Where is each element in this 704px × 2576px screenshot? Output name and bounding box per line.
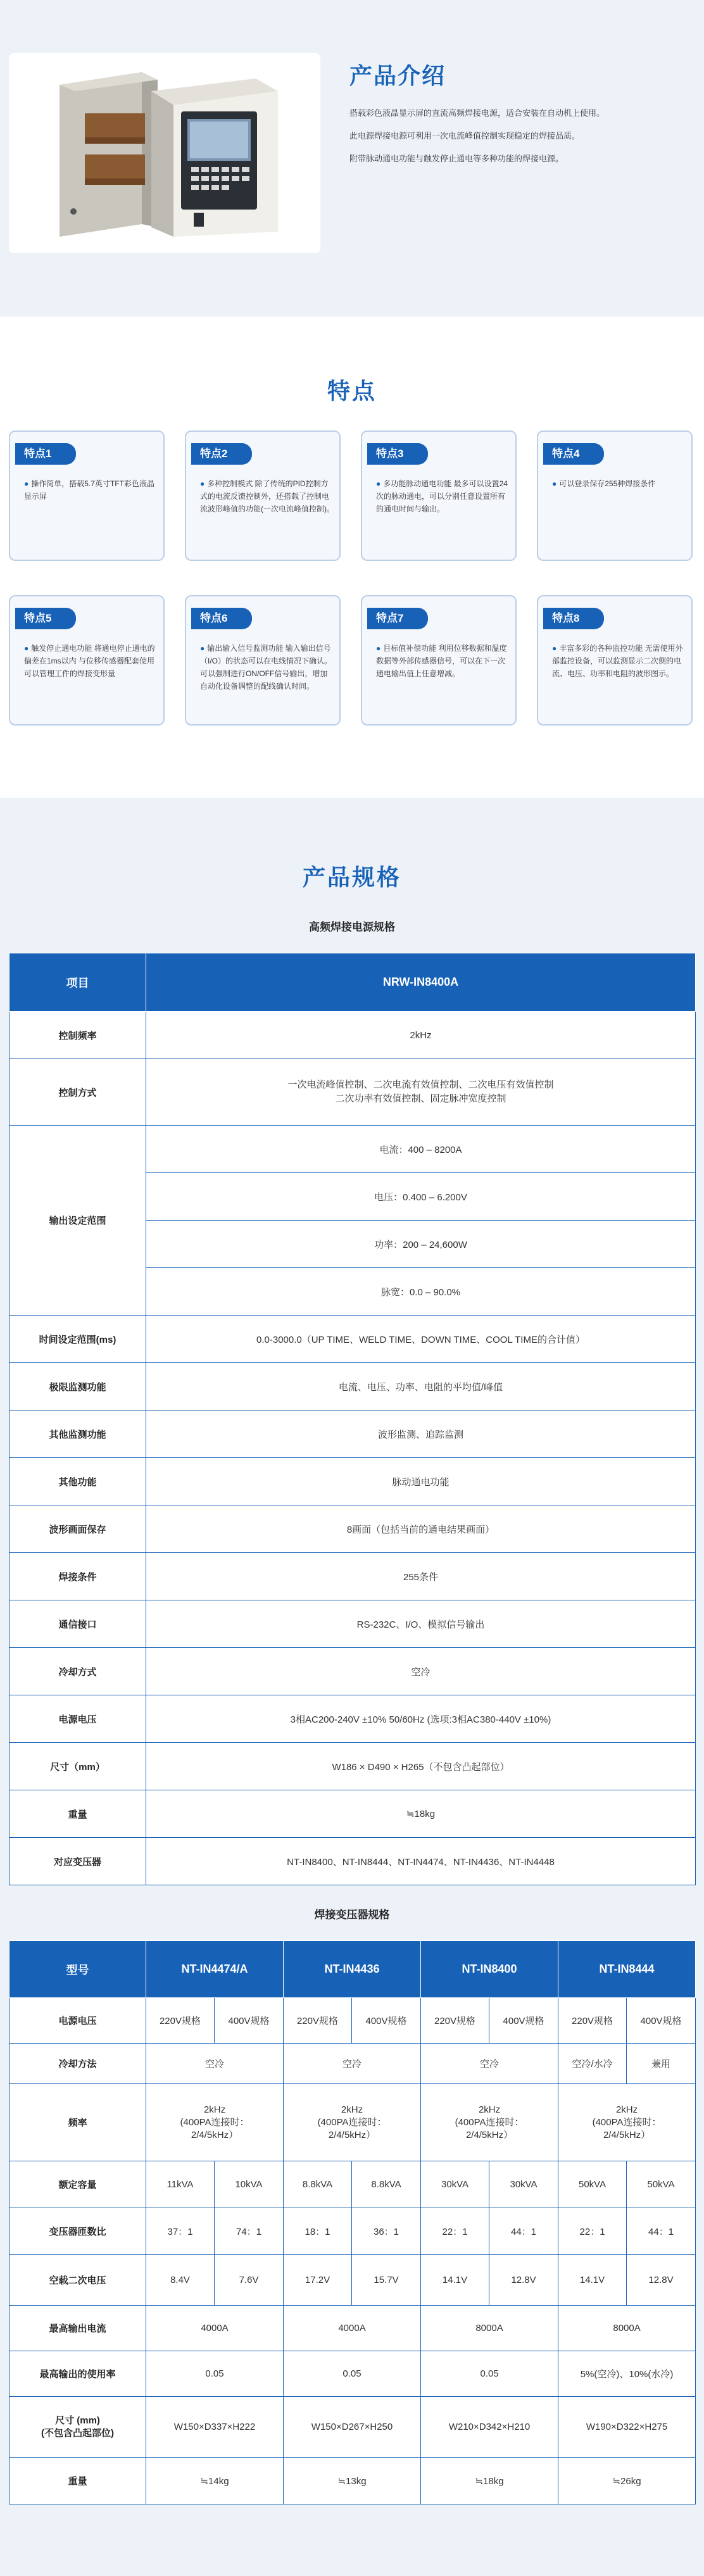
cell: 8.4V xyxy=(146,2255,215,2306)
cell: 8000A xyxy=(421,2306,558,2351)
cell: 22：1 xyxy=(421,2208,489,2255)
feature-card xyxy=(9,430,165,561)
feature-desc: ● 多种控制模式 除了传统的PID控制方式的电流反馈控制外，还搭载了控制电流波形峰值的功能(一次电流峰值控制)。 xyxy=(200,479,334,513)
cell: 10kVA xyxy=(215,2161,284,2208)
cell: 18：1 xyxy=(284,2208,352,2255)
features-title: 特点 xyxy=(327,378,377,404)
table-row xyxy=(9,1505,696,1553)
bullet-icon: ● xyxy=(200,644,205,653)
row-label: 电源电压 xyxy=(9,1998,146,2044)
row-label: 冷却方法 xyxy=(9,2044,146,2084)
intro-line: 此电源焊接电源可利用一次电流峰值控制实现稳定的焊接品质。 xyxy=(349,131,581,141)
intro-line: 搭载彩色液晶显示屏的直流高频焊接电源，适合安装在自动机上使用。 xyxy=(349,108,605,118)
cell: W190×D322×H275 xyxy=(558,2397,696,2458)
row-label: 其他监测功能 xyxy=(9,1411,146,1458)
cell: 8.8kVA xyxy=(284,2161,352,2208)
row-value: 波形监测、追踪监测 xyxy=(146,1411,696,1458)
cell: 220V规格 xyxy=(421,1998,489,2044)
row-label: 输出设定范围 xyxy=(9,1126,146,1316)
row-value: 电流：400 – 8200A xyxy=(146,1126,696,1173)
row-label: 电源电压 xyxy=(9,1695,146,1743)
row-value: 空冷 xyxy=(146,1648,696,1695)
cell: 8.8kVA xyxy=(352,2161,421,2208)
table-header-row xyxy=(9,953,696,1012)
header-cell: NT-IN8400 xyxy=(421,1941,558,1998)
cell: ≒14kg xyxy=(146,2458,284,2504)
cell: 220V规格 xyxy=(284,1998,352,2044)
bullet-icon: ● xyxy=(24,644,29,653)
cell: ≒18kg xyxy=(421,2458,558,2504)
bullet-icon: ● xyxy=(376,644,381,653)
transformer-table-title: 焊接变压器规格 xyxy=(314,1909,390,1921)
table-row xyxy=(9,1059,696,1126)
cell: 空冷/水冷 xyxy=(558,2044,627,2084)
bullet-icon: ● xyxy=(24,479,29,488)
feature-desc: ● 触发停止通电功能 将通电停止通电的偏差在1ms以内 与位移传感器配套使用可以管理工件的焊接变形量 xyxy=(24,644,155,678)
cell: 220V规格 xyxy=(146,1998,215,2044)
table-row xyxy=(9,2351,696,2397)
cell: W150×D337×H222 xyxy=(146,2397,284,2458)
cell: 4000A xyxy=(284,2306,421,2351)
intro-line: 附带脉动通电功能与触发停止通电等多种功能的焊接电源。 xyxy=(349,154,564,163)
feature-card xyxy=(185,595,341,726)
table-row xyxy=(9,1838,696,1885)
row-value: NT-IN8400、NT-IN8444、NT-IN4474、NT-IN4436、NT-IN4448 xyxy=(146,1838,696,1885)
row-label: 控制方式 xyxy=(9,1059,146,1126)
cell: 37：1 xyxy=(146,2208,215,2255)
cell: 4000A xyxy=(146,2306,284,2351)
cell: 400V规格 xyxy=(627,1998,696,2044)
feature-desc: ● 目标值补偿功能 利用位移数据和温度数据等外部传感器信号，可以在下一次通电输出值上任意增减。 xyxy=(376,644,507,678)
row-value: 2kHz xyxy=(146,1012,696,1059)
feature-tab: 特点1 xyxy=(15,443,76,465)
table-row xyxy=(9,2397,696,2458)
table-row xyxy=(9,1363,696,1411)
specs-title: 产品规格 xyxy=(302,864,401,890)
row-value: W186 × D490 × H265（不包含凸起部位） xyxy=(146,1743,696,1790)
header-cell: 项目 xyxy=(9,953,146,1012)
row-label: 最高输出的使用率 xyxy=(9,2351,146,2397)
cell: 30kVA xyxy=(489,2161,558,2208)
cell: 0.05 xyxy=(146,2351,284,2397)
feature-tab: 特点3 xyxy=(367,443,428,465)
row-label: 变压器匝数比 xyxy=(9,2208,146,2255)
features-section xyxy=(0,317,704,798)
row-label: 时间设定范围(ms) xyxy=(9,1316,146,1363)
row-value: RS-232C、I/O、模拟信号输出 xyxy=(146,1600,696,1648)
cell: W210×D342×H210 xyxy=(421,2397,558,2458)
table-row xyxy=(9,1458,696,1505)
feature-card xyxy=(9,595,165,726)
cell: 400V规格 xyxy=(215,1998,284,2044)
cell: 30kVA xyxy=(421,2161,489,2208)
row-value: 8画面（包括当前的通电结果画面） xyxy=(146,1505,696,1553)
table-row xyxy=(9,1316,696,1363)
row-label: 控制频率 xyxy=(9,1012,146,1059)
feature-card xyxy=(361,595,517,726)
cell: W150×D267×H250 xyxy=(284,2397,421,2458)
table-row xyxy=(9,2306,696,2351)
table-row xyxy=(9,1695,696,1743)
cell: 400V规格 xyxy=(489,1998,558,2044)
row-label: 最高输出电流 xyxy=(9,2306,146,2351)
header-cell: NRW-IN8400A xyxy=(146,953,696,1012)
cell: 7.6V xyxy=(215,2255,284,2306)
cell: 空冷 xyxy=(284,2044,421,2084)
table-row xyxy=(9,2044,696,2084)
table-row xyxy=(9,2084,696,2161)
power-spec-table xyxy=(9,953,696,1885)
table-header-row xyxy=(9,1941,696,1998)
specs-section xyxy=(0,798,704,2576)
cell: 74：1 xyxy=(215,2208,284,2255)
table-row xyxy=(9,1411,696,1458)
cell: 0.05 xyxy=(421,2351,558,2397)
feature-desc: ● 输出输入信号监测功能 输入输出信号（I/O）的状态可以在电线情况下确认。可以强制进行ON/OFF信号输出，增加自动化设备调整的配线确认时间。 xyxy=(200,644,332,691)
row-value: 一次电流峰值控制、二次电流有效值控制、二次电压有效值控制 二次功率有效值控制、固定脉冲宽度控制 xyxy=(146,1059,696,1126)
row-label: 极限监测功能 xyxy=(9,1363,146,1411)
bullet-icon: ● xyxy=(552,644,557,653)
row-label: 频率 xyxy=(9,2084,146,2161)
cell: 17.2V xyxy=(284,2255,352,2306)
row-label: 尺寸 (mm) (不包含凸起部位) xyxy=(9,2397,146,2458)
feature-desc: ● 多功能脉动通电功能 最多可以设置24次的脉动通电，可以分别任意设置所有的通电时间与输出。 xyxy=(376,479,508,513)
cell: 44：1 xyxy=(627,2208,696,2255)
cell: 12.8V xyxy=(489,2255,558,2306)
row-label: 重量 xyxy=(9,2458,146,2504)
product-image-card xyxy=(9,53,320,253)
table-row xyxy=(9,2208,696,2255)
feature-card xyxy=(361,430,517,561)
feature-card xyxy=(185,430,341,561)
row-value: 功率：200 – 24,600W xyxy=(146,1221,696,1268)
table-row xyxy=(9,1126,696,1173)
row-value: ≒18kg xyxy=(146,1790,696,1838)
feature-tab: 特点6 xyxy=(191,608,252,629)
cell: 空冷 xyxy=(146,2044,284,2084)
cell: 2kHz (400PA连接时： 2/4/5kHz） xyxy=(146,2084,284,2161)
feature-desc: ● 操作简单，搭载5.7英寸TFT彩色液晶显示屏 xyxy=(24,479,154,501)
row-label: 额定容量 xyxy=(9,2161,146,2208)
cell: ≒26kg xyxy=(558,2458,696,2504)
welding-power-supply-image xyxy=(47,66,294,243)
row-value: 脉动通电功能 xyxy=(146,1458,696,1505)
cell: 2kHz (400PA连接时： 2/4/5kHz） xyxy=(421,2084,558,2161)
intro-text xyxy=(349,58,691,164)
row-value: 3相AC200-240V ±10% 50/60Hz (选项:3相AC380-440V ±10%) xyxy=(146,1695,696,1743)
bullet-icon: ● xyxy=(376,479,381,488)
cell: 2kHz (400PA连接时： 2/4/5kHz） xyxy=(558,2084,696,2161)
row-value: 255条件 xyxy=(146,1553,696,1600)
header-cell: NT-IN8444 xyxy=(558,1941,696,1998)
cell: 15.7V xyxy=(352,2255,421,2306)
bullet-icon: ● xyxy=(200,479,205,488)
cell: 8000A xyxy=(558,2306,696,2351)
table-row xyxy=(9,1600,696,1648)
cell: 400V规格 xyxy=(352,1998,421,2044)
row-label: 尺寸（mm） xyxy=(9,1743,146,1790)
feature-tab: 特点4 xyxy=(543,443,604,465)
cell: 12.8V xyxy=(627,2255,696,2306)
table-row xyxy=(9,1553,696,1600)
table-row xyxy=(9,1790,696,1838)
row-label: 空载二次电压 xyxy=(9,2255,146,2306)
cell: 220V规格 xyxy=(558,1998,627,2044)
row-label: 冷却方式 xyxy=(9,1648,146,1695)
feature-card xyxy=(537,430,693,561)
cell: 36：1 xyxy=(352,2208,421,2255)
row-label: 通信接口 xyxy=(9,1600,146,1648)
row-value: 脉宽：0.0 – 90.0% xyxy=(146,1268,696,1316)
header-cell: 型号 xyxy=(9,1941,146,1998)
table-row xyxy=(9,1743,696,1790)
bullet-icon: ● xyxy=(552,479,557,488)
header-cell: NT-IN4474/A xyxy=(146,1941,284,1998)
header-cell: NT-IN4436 xyxy=(284,1941,421,1998)
cell: 44：1 xyxy=(489,2208,558,2255)
row-value: 电流、电压、功率、电阻的平均值/峰值 xyxy=(146,1363,696,1411)
row-label: 其他功能 xyxy=(9,1458,146,1505)
row-value: 0.0-3000.0（UP TIME、WELD TIME、DOWN TIME、COOL TIME的合计值） xyxy=(146,1316,696,1363)
cell: 兼用 xyxy=(627,2044,696,2084)
cell: 50kVA xyxy=(627,2161,696,2208)
row-label: 重量 xyxy=(9,1790,146,1838)
table-row xyxy=(9,1998,696,2044)
cell: 11kVA xyxy=(146,2161,215,2208)
table-row xyxy=(9,2161,696,2208)
cell: ≒13kg xyxy=(284,2458,421,2504)
transformer-spec-table xyxy=(9,1940,696,2504)
intro-title: 产品介绍 xyxy=(349,63,446,89)
row-label: 波形画面保存 xyxy=(9,1505,146,1553)
cell: 50kVA xyxy=(558,2161,627,2208)
cell: 0.05 xyxy=(284,2351,421,2397)
feature-desc: ● 丰富多彩的各种监控功能 无需使用外部监控设备，可以监测显示二次侧的电流、电压、功率和电阻的波形图示。 xyxy=(552,644,683,678)
cell: 14.1V xyxy=(558,2255,627,2306)
feature-tab: 特点5 xyxy=(15,608,76,629)
row-label: 焊接条件 xyxy=(9,1553,146,1600)
table-row xyxy=(9,1648,696,1695)
cell: 空冷 xyxy=(421,2044,558,2084)
intro-section xyxy=(0,0,704,317)
cell: 14.1V xyxy=(421,2255,489,2306)
feature-card xyxy=(537,595,693,726)
cell: 2kHz (400PA连接时： 2/4/5kHz） xyxy=(284,2084,421,2161)
table-row xyxy=(9,2458,696,2504)
feature-tab: 特点2 xyxy=(191,443,252,465)
feature-tab: 特点8 xyxy=(543,608,604,629)
power-table-title: 高频焊接电源规格 xyxy=(309,921,395,933)
row-label: 对应变压器 xyxy=(9,1838,146,1885)
cell: 5%(空冷)、10%(水冷) xyxy=(558,2351,696,2397)
feature-tab: 特点7 xyxy=(367,608,428,629)
row-value: 电压：0.400 – 6.200V xyxy=(146,1173,696,1221)
feature-desc: ● 可以登录保存255种焊接条件 xyxy=(552,479,656,488)
table-row xyxy=(9,2255,696,2306)
cell: 22：1 xyxy=(558,2208,627,2255)
table-row xyxy=(9,1012,696,1059)
